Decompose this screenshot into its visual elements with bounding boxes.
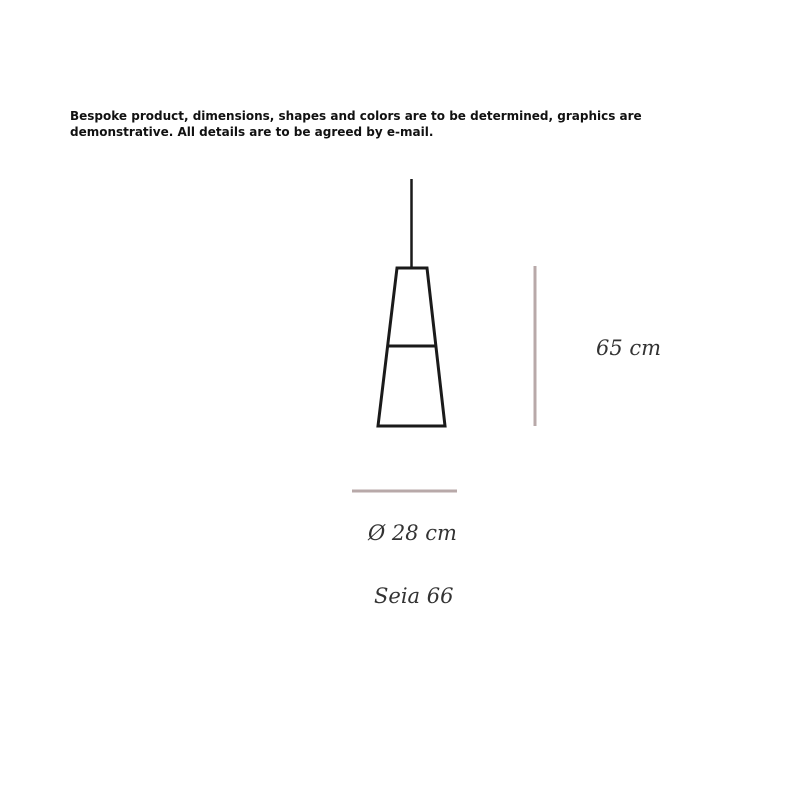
model-name: Seia 66 xyxy=(374,584,454,608)
diameter-label: Ø 28 cm xyxy=(368,521,457,545)
height-label: 65 cm xyxy=(596,336,662,360)
notice-line-1: Bespoke product, dimensions, shapes and colors are to be determined, graphics are xyxy=(70,109,642,123)
notice-line-2: demonstrative. All details are to be agreed by e-mail. xyxy=(70,125,434,139)
